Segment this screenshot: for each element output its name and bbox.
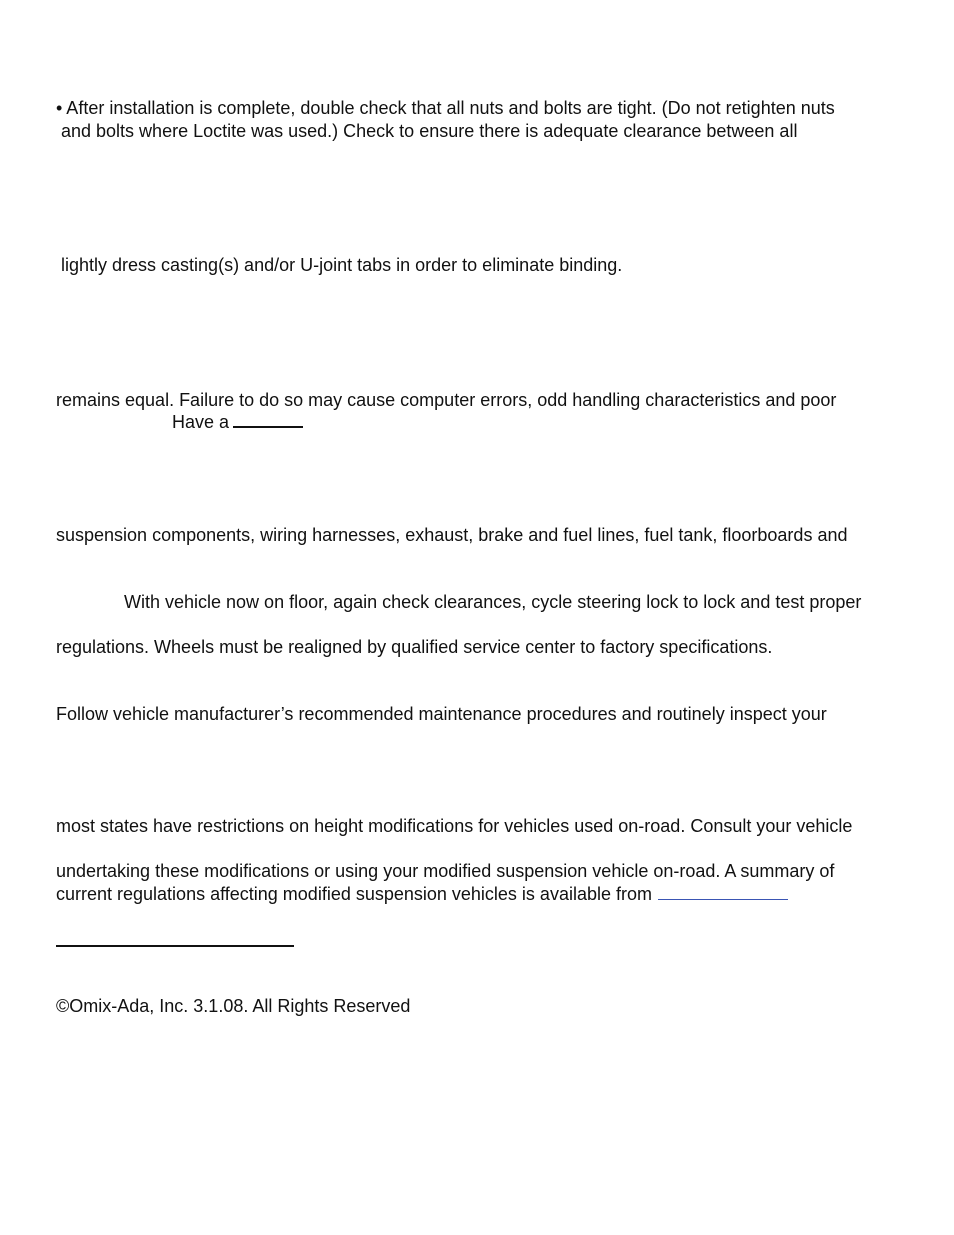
text-line-8: regulations. Wheels must be realigned by qualified service center to factory specifications. bbox=[56, 637, 773, 657]
text-line-4: remains equal. Failure to do so may cause computer errors, odd handling characteristics and poor bbox=[56, 390, 837, 410]
copyright-notice: ©Omix-Ada, Inc. 3.1.08. All Rights Reserved bbox=[56, 996, 411, 1016]
text-line-12 bbox=[56, 883, 788, 905]
text-line-2: and bolts where Loctite was used.) Check to ensure there is adequate clearance between all bbox=[61, 121, 798, 141]
text-line-5 bbox=[172, 411, 303, 433]
text-line-11: undertaking these modifications or using your modified suspension vehicle on-road. A summary of bbox=[56, 861, 835, 881]
text-line-6: suspension components, wiring harnesses, exhaust, brake and fuel lines, fuel tank, floorboards and bbox=[56, 525, 848, 545]
text-line-7: With vehicle now on floor, again check clearances, cycle steering lock to lock and test proper bbox=[124, 592, 862, 612]
fill-in-blank bbox=[233, 412, 303, 428]
text-line-12-label: current regulations affecting modified suspension vehicles is available from bbox=[56, 884, 652, 904]
text-line-3: lightly dress casting(s) and/or U-joint tabs in order to eliminate binding. bbox=[61, 255, 623, 275]
text-line-10: most states have restrictions on height modifications for vehicles used on-road. Consult your vehicle bbox=[56, 816, 853, 836]
text-line-9: Follow vehicle manufacturer’s recommended maintenance procedures and routinely inspect your bbox=[56, 704, 827, 724]
text-line-1: • After installation is complete, double check that all nuts and bolts are tight. (Do not retighten nuts bbox=[56, 98, 835, 118]
footnote-divider bbox=[56, 945, 294, 947]
link-placeholder[interactable] bbox=[658, 885, 788, 900]
text-line-5-label: Have a bbox=[172, 412, 230, 432]
